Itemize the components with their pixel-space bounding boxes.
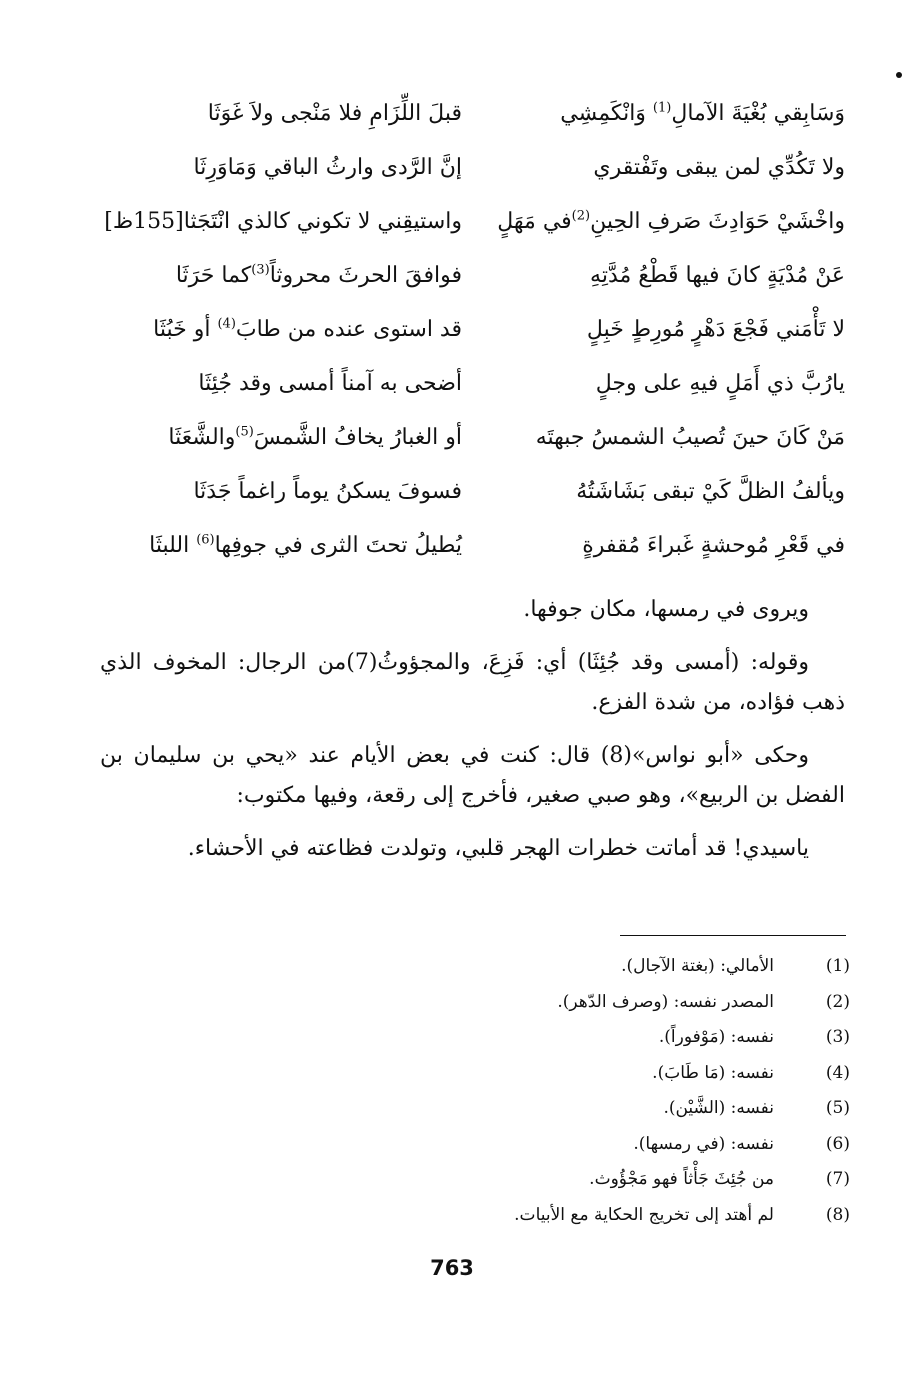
footnote-number: (2) bbox=[825, 991, 850, 1012]
paragraph: وقوله: (أمسى وقد جُئِثَا) أي: فَزِعَ، والمجؤوثُ(7)من الرجال: المخوف الذي ذهب فؤاده، من شدة الفزع. bbox=[100, 650, 845, 715]
verse bbox=[100, 200, 845, 254]
hemistich-second: أو الغبارُ يخافُ الشَّمسَ$^{(5)}$والشَّعَثَا bbox=[168, 424, 462, 450]
footnote bbox=[300, 1058, 850, 1094]
poem bbox=[100, 92, 845, 578]
footnote-number: (3) bbox=[825, 1027, 850, 1047]
footnote-number: (8) bbox=[825, 1204, 850, 1225]
hemistich-first: مَنْ كَانَ حينَ تُصيبُ الشمسُ جبهتَه bbox=[535, 425, 845, 450]
footnote bbox=[300, 951, 850, 987]
hemistich-second: فسوفَ يسكنُ يوماً راغماً جَدَثَا bbox=[193, 479, 462, 504]
footnote-marker: (4) bbox=[217, 316, 236, 332]
footnote-marker: (6) bbox=[196, 532, 215, 548]
verse bbox=[100, 362, 845, 416]
footnote bbox=[300, 1200, 850, 1236]
hemistich-first: عَنْ مُدْيَةٍ كانَ فيها قَطْعُ مُدَّتِهِ bbox=[590, 263, 845, 288]
paragraph: ويروى في رمسها، مكان جوفها. bbox=[523, 597, 809, 622]
footnote-number: (7) bbox=[825, 1169, 850, 1189]
hemistich-second: قد استوى عنده من طابَ$^{(4)}$ أو خَبُثَا bbox=[153, 316, 462, 342]
footnote-marker: (1) bbox=[652, 100, 672, 116]
footnote-number: (4) bbox=[825, 1062, 850, 1083]
verse bbox=[100, 524, 845, 578]
hemistich-second: قبلَ اللِّزَامِ فلا مَنْجى ولاَ غَوَثَا bbox=[207, 101, 462, 126]
footnote-marker: (3) bbox=[251, 262, 270, 278]
footnote-number: (1) bbox=[825, 956, 850, 976]
footnote-divider bbox=[620, 935, 846, 936]
verse bbox=[100, 146, 845, 200]
footnote-text: نفسه: (في رمسها). bbox=[633, 1133, 774, 1154]
hemistich-first: في قَعْرِ مُوحشةٍ غَبراءَ مُقفرةٍ bbox=[582, 533, 845, 558]
footnote-text: نفسه: (مَا طَابَ). bbox=[652, 1062, 774, 1083]
hemistich-first: ولا تَكُدِّي لمن يبقى وتَفْتقري bbox=[593, 155, 845, 180]
hemistich-second: يُطيلُ تحتَ الثرى في جوفِها$^{(6)}$ اللبثَا bbox=[149, 532, 462, 558]
footnote-text: من جُئِثَ جَأْثاً فهو مَجْؤُوث. bbox=[589, 1169, 774, 1189]
hemistich-first: واخْشَيْ حَوَادِثَ صَرفِ الحِينِ$^{(2)}$في مَهَلٍ bbox=[497, 208, 845, 234]
hemistich-first: لا تَأْمَني فَجْعَ دَهْرٍ مُورِطٍ خَبِلٍ bbox=[586, 317, 845, 342]
footnote bbox=[300, 1093, 850, 1129]
footnote-text: لم أهتد إلى تخريج الحكاية مع الأبيات. bbox=[514, 1204, 774, 1225]
page-number: 763 bbox=[430, 1256, 474, 1280]
footnote bbox=[300, 987, 850, 1023]
prose-body bbox=[100, 590, 845, 882]
hemistich-second: أضحى به آمناً أمسى وقد جُئِثَا bbox=[198, 371, 462, 396]
footnote-number: (5) bbox=[825, 1098, 850, 1118]
hemistich-second: واستيقِني لا تكوني كالذي انْتَجَثا[155ظ] bbox=[104, 209, 462, 234]
verse bbox=[100, 254, 845, 308]
hemistich-first: وَسَابِقي بُغْيَةَ الآمالِ$^{(1)}$ وَانْكَمِشِي bbox=[560, 100, 845, 126]
footnote-number: (6) bbox=[825, 1133, 850, 1154]
footnote-text: نفسه: (مَوْفوراً). bbox=[658, 1027, 774, 1047]
verse bbox=[100, 416, 845, 470]
verse bbox=[100, 470, 845, 524]
hemistich-second: فوافقَ الحرثَ محروثاً$^{(3)}$كما حَرَثَا bbox=[175, 262, 462, 288]
footnote-text: المصدر نفسه: (وصرف الدّهر). bbox=[557, 991, 774, 1012]
footnotes bbox=[300, 951, 850, 1235]
footnote-marker: (2) bbox=[571, 208, 591, 224]
paragraph: وحكى «أبو نواس»(8) قال: كنت في بعض الأيام عند «يحي بن سليمان بن الفضل بن الربيع»، وهو صبي صغير، فأخرج إلى رقعة، وفيها مكتوب: bbox=[100, 743, 845, 808]
hemistich-first: يارُبَّ ذي أَمَلٍ فيهِ على وجلٍ bbox=[595, 371, 845, 396]
footnote bbox=[300, 1164, 850, 1200]
verse bbox=[100, 92, 845, 146]
footnote-text: نفسه: (الشَّيْن). bbox=[663, 1098, 774, 1118]
hemistich-first: ويألفُ الظلَّ كَيْ تبقى بَشَاشَتُهُ bbox=[576, 479, 845, 504]
margin-mark bbox=[896, 72, 902, 78]
footnote bbox=[300, 1022, 850, 1058]
footnote-marker: (5) bbox=[235, 424, 254, 440]
hemistich-second: إنَّ الرَّدى وارثُ الباقي وَمَاوَرِثَا bbox=[193, 155, 462, 180]
paragraph: ياسيدي! قد أماتت خطرات الهجر قلبي، وتولدت فظاعته في الأحشاء. bbox=[187, 836, 809, 861]
footnote-text: الأمالي: (بغتة الآجال). bbox=[621, 956, 774, 976]
verse bbox=[100, 308, 845, 362]
footnote bbox=[300, 1129, 850, 1165]
